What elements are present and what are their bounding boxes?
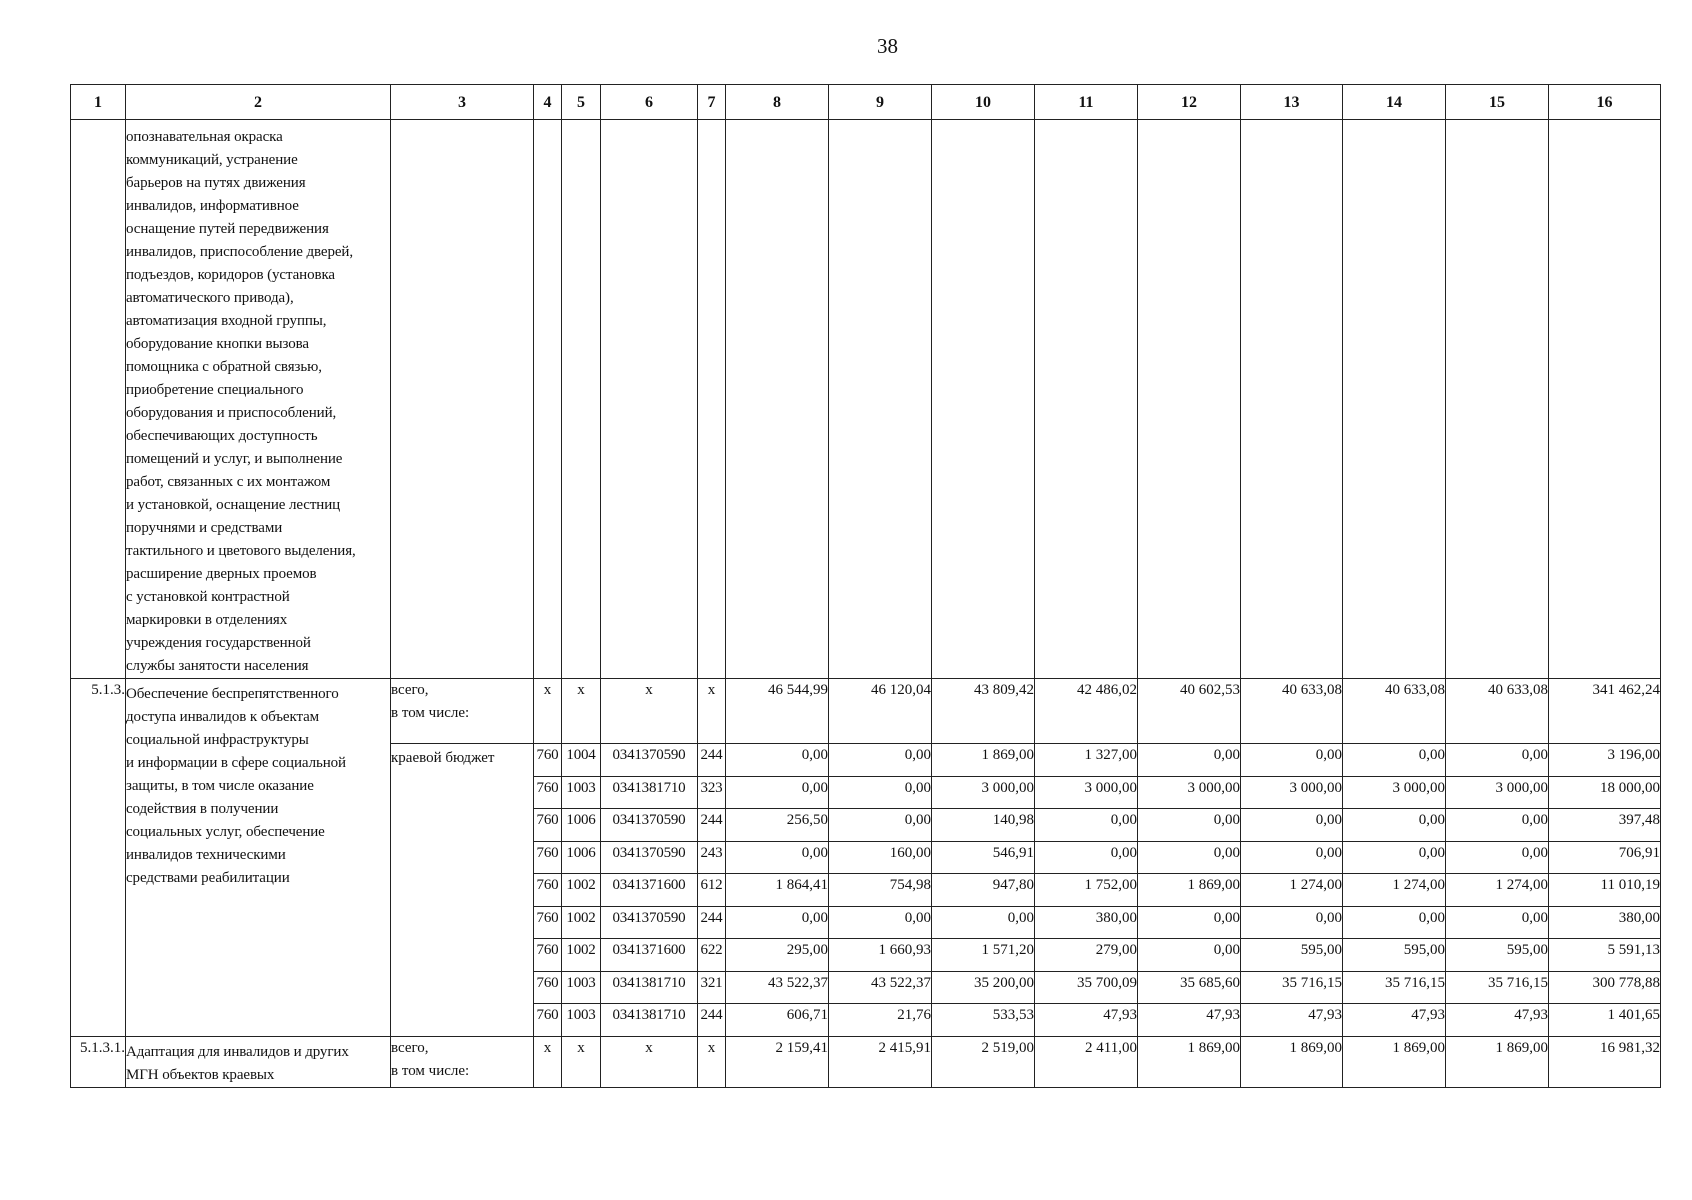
amount-value: 380,00 (1035, 906, 1138, 939)
text-line: и информации в сфере социальной (126, 755, 346, 771)
column-header-12: 12 (1138, 85, 1241, 120)
text-line: инвалидов, приспособление дверей, (126, 244, 354, 260)
amount-value: 3 000,00 (1241, 776, 1343, 809)
code-section: 1006 (562, 809, 601, 842)
amount-value: 35 685,60 (1138, 971, 1241, 1004)
amount-value: 595,00 (1241, 939, 1343, 972)
text-line: маркировки в отделениях (126, 612, 288, 628)
code-target: 0341371600 (601, 939, 698, 972)
text-line: помещений и услуг, и выполнение (126, 451, 343, 467)
cell-empty (1138, 120, 1241, 679)
amount-value: 11 010,19 (1549, 874, 1661, 907)
amount-value: 35 200,00 (932, 971, 1035, 1004)
cell-empty (1343, 120, 1446, 679)
measure-name (126, 679, 391, 1037)
amount-value: 47,93 (1343, 1004, 1446, 1037)
column-header-8: 8 (726, 85, 829, 120)
code-c6: x (601, 679, 698, 744)
code-target: 0341381710 (601, 1004, 698, 1037)
amount-value: 0,00 (1035, 841, 1138, 874)
budget-table (70, 84, 1661, 1088)
total-value: 46 120,04 (829, 679, 932, 744)
text-line: тактильного и цветового выделения, (126, 543, 356, 559)
code-ministry: 760 (534, 809, 562, 842)
amount-value: 0,00 (726, 906, 829, 939)
cell-empty (829, 120, 932, 679)
code-ministry: 760 (534, 776, 562, 809)
total-value: 46 544,99 (726, 679, 829, 744)
amount-value: 1 401,65 (1549, 1004, 1661, 1037)
amount-value: 21,76 (829, 1004, 932, 1037)
total-label (391, 679, 534, 744)
code-c5: x (562, 1036, 601, 1087)
measure-index: 5.1.3.1. (71, 1036, 126, 1087)
cell-empty (391, 120, 534, 679)
amount-value: 0,00 (1138, 744, 1241, 777)
amount-value: 43 522,37 (829, 971, 932, 1004)
amount-value: 546,91 (932, 841, 1035, 874)
code-expense-type: 622 (698, 939, 726, 972)
text-line: подъездов, коридоров (установка (126, 267, 335, 283)
amount-value: 0,00 (1343, 841, 1446, 874)
column-header-9: 9 (829, 85, 932, 120)
code-section: 1002 (562, 906, 601, 939)
amount-value: 35 716,15 (1241, 971, 1343, 1004)
total-value: 1 869,00 (1446, 1036, 1549, 1087)
code-expense-type: 612 (698, 874, 726, 907)
code-c7: x (698, 679, 726, 744)
amount-value: 43 522,37 (726, 971, 829, 1004)
cell-empty (1035, 120, 1138, 679)
total-value: 40 633,08 (1446, 679, 1549, 744)
amount-value: 160,00 (829, 841, 932, 874)
code-expense-type: 323 (698, 776, 726, 809)
code-ministry: 760 (534, 874, 562, 907)
amount-value: 1 869,00 (1138, 874, 1241, 907)
text-line: в том числе: (391, 705, 470, 721)
column-header-10: 10 (932, 85, 1035, 120)
amount-value: 0,00 (932, 906, 1035, 939)
sub-measure-name (126, 1036, 391, 1087)
text-line: социальной инфраструктуры (126, 732, 309, 748)
amount-value: 0,00 (1446, 906, 1549, 939)
code-section: 1003 (562, 776, 601, 809)
continuation-description (126, 120, 391, 679)
amount-value: 300 778,88 (1549, 971, 1661, 1004)
amount-value: 0,00 (829, 809, 932, 842)
code-ministry: 760 (534, 1004, 562, 1037)
amount-value: 0,00 (829, 906, 932, 939)
text-line: оборудования и приспособлений, (126, 405, 337, 421)
measure-index: 5.1.3. (71, 679, 126, 1037)
amount-value: 3 196,00 (1549, 744, 1661, 777)
amount-value: 256,50 (726, 809, 829, 842)
cell-empty (726, 120, 829, 679)
column-header-2: 2 (126, 85, 391, 120)
amount-value: 0,00 (1241, 841, 1343, 874)
total-value: 2 519,00 (932, 1036, 1035, 1087)
total-value: 40 633,08 (1343, 679, 1446, 744)
text-line: опознавательная окраска (126, 129, 283, 145)
total-value: 2 415,91 (829, 1036, 932, 1087)
code-target: 0341371600 (601, 874, 698, 907)
code-ministry: 760 (534, 744, 562, 777)
text-line: работ, связанных с их монтажом (126, 474, 331, 490)
code-section: 1003 (562, 971, 601, 1004)
amount-value: 0,00 (1138, 906, 1241, 939)
amount-value: 35 716,15 (1343, 971, 1446, 1004)
text-line: всего, (391, 1039, 429, 1056)
amount-value: 279,00 (1035, 939, 1138, 972)
amount-value: 0,00 (829, 744, 932, 777)
amount-value: 0,00 (726, 841, 829, 874)
text-line: коммуникаций, устранение (126, 152, 298, 168)
code-target: 0341370590 (601, 809, 698, 842)
code-c6: x (601, 1036, 698, 1087)
amount-value: 1 274,00 (1446, 874, 1549, 907)
amount-value: 140,98 (932, 809, 1035, 842)
amount-value: 754,98 (829, 874, 932, 907)
amount-value: 0,00 (829, 776, 932, 809)
column-header-14: 14 (1343, 85, 1446, 120)
amount-value: 0,00 (1343, 906, 1446, 939)
cell-empty (1241, 120, 1343, 679)
code-ministry: 760 (534, 906, 562, 939)
cell-empty (1549, 120, 1661, 679)
text-line: Адаптация для инвалидов и других (126, 1043, 349, 1060)
code-c5: x (562, 679, 601, 744)
amount-value: 595,00 (1343, 939, 1446, 972)
total-value: 16 981,32 (1549, 1036, 1661, 1087)
total-value: 341 462,24 (1549, 679, 1661, 744)
text-line: помощника с обратной связью, (126, 359, 322, 375)
amount-value: 3 000,00 (932, 776, 1035, 809)
column-header-7: 7 (698, 85, 726, 120)
code-target: 0341370590 (601, 906, 698, 939)
code-target: 0341381710 (601, 776, 698, 809)
section_513-total-row (71, 679, 1661, 744)
text-line: учреждения государственной (126, 635, 311, 651)
cell-empty (698, 120, 726, 679)
funding-source: краевой бюджет (391, 744, 534, 1037)
code-expense-type: 243 (698, 841, 726, 874)
amount-value: 0,00 (1343, 809, 1446, 842)
amount-value: 3 000,00 (1138, 776, 1241, 809)
code-section: 1002 (562, 939, 601, 972)
text-line: Обеспечение беспрепятственного (126, 686, 339, 702)
cell-index-empty (71, 120, 126, 679)
amount-value: 0,00 (1241, 906, 1343, 939)
code-expense-type: 244 (698, 809, 726, 842)
total-value: 2 159,41 (726, 1036, 829, 1087)
total-value: 42 486,02 (1035, 679, 1138, 744)
code-expense-type: 244 (698, 1004, 726, 1037)
text-line: инвалидов, информативное (126, 198, 299, 214)
amount-value: 1 752,00 (1035, 874, 1138, 907)
total-value: 1 869,00 (1241, 1036, 1343, 1087)
column-header-6: 6 (601, 85, 698, 120)
code-expense-type: 244 (698, 744, 726, 777)
cell-empty (932, 120, 1035, 679)
text-line: автоматизация входной группы, (126, 313, 327, 329)
amount-value: 295,00 (726, 939, 829, 972)
total-value: 40 602,53 (1138, 679, 1241, 744)
text-line: обеспечивающих доступность (126, 428, 318, 444)
text-line: МГН объектов краевых (126, 1066, 275, 1083)
code-section: 1003 (562, 1004, 601, 1037)
amount-value: 3 000,00 (1343, 776, 1446, 809)
amount-value: 18 000,00 (1549, 776, 1661, 809)
amount-value: 35 700,09 (1035, 971, 1138, 1004)
total-value: 43 809,42 (932, 679, 1035, 744)
cell-empty (601, 120, 698, 679)
text-line: социальных услуг, обеспечение (126, 824, 325, 840)
text-line: всего, (391, 682, 429, 698)
code-c4: x (534, 1036, 562, 1087)
page-number: 38 (877, 34, 898, 58)
code-expense-type: 244 (698, 906, 726, 939)
table-body (71, 85, 1661, 1088)
text-line: оснащение путей передвижения (126, 221, 329, 237)
amount-value: 0,00 (1241, 809, 1343, 842)
cell-empty (562, 120, 601, 679)
amount-value: 947,80 (932, 874, 1035, 907)
amount-value: 1 327,00 (1035, 744, 1138, 777)
cell-empty (1446, 120, 1549, 679)
column-header-11: 11 (1035, 85, 1138, 120)
code-expense-type: 321 (698, 971, 726, 1004)
continuation-row (71, 120, 1661, 679)
text-line: и установкой, оснащение лестниц (126, 497, 341, 513)
amount-value: 397,48 (1549, 809, 1661, 842)
text-line: инвалидов техническими (126, 847, 286, 863)
code-section: 1006 (562, 841, 601, 874)
column-header-5: 5 (562, 85, 601, 120)
code-section: 1004 (562, 744, 601, 777)
amount-value: 1 660,93 (829, 939, 932, 972)
amount-value: 1 869,00 (932, 744, 1035, 777)
total-value: 1 869,00 (1138, 1036, 1241, 1087)
amount-value: 0,00 (726, 744, 829, 777)
amount-value: 0,00 (1446, 841, 1549, 874)
amount-value: 0,00 (1343, 744, 1446, 777)
text-line: содействия в получении (126, 801, 279, 817)
amount-value: 47,93 (1241, 1004, 1343, 1037)
code-target: 0341370590 (601, 841, 698, 874)
amount-value: 0,00 (1138, 809, 1241, 842)
amount-value: 3 000,00 (1446, 776, 1549, 809)
text-line: доступа инвалидов к объектам (126, 709, 320, 725)
amount-value: 0,00 (1035, 809, 1138, 842)
code-ministry: 760 (534, 939, 562, 972)
amount-value: 0,00 (1138, 841, 1241, 874)
header-row (71, 85, 1661, 120)
amount-value: 3 000,00 (1035, 776, 1138, 809)
text-line: поручнями и средствами (126, 520, 283, 536)
amount-value: 1 864,41 (726, 874, 829, 907)
column-header-4: 4 (534, 85, 562, 120)
amount-value: 47,93 (1138, 1004, 1241, 1037)
text-line: средствами реабилитации (126, 870, 290, 886)
amount-value: 0,00 (1241, 744, 1343, 777)
amount-value: 533,53 (932, 1004, 1035, 1037)
column-header-16: 16 (1549, 85, 1661, 120)
total-label (391, 1036, 534, 1087)
cell-empty (534, 120, 562, 679)
amount-value: 606,71 (726, 1004, 829, 1037)
amount-value: 5 591,13 (1549, 939, 1661, 972)
text-line: защиты, в том числе оказание (126, 778, 314, 794)
text-line: службы занятости населения (126, 658, 309, 674)
section_5131-total-row (71, 1036, 1661, 1087)
total-value: 40 633,08 (1241, 679, 1343, 744)
total-value: 1 869,00 (1343, 1036, 1446, 1087)
column-header-3: 3 (391, 85, 534, 120)
amount-value: 0,00 (1446, 809, 1549, 842)
text-line: в том числе: (391, 1062, 470, 1079)
text-line: автоматического привода), (126, 290, 294, 306)
column-header-1: 1 (71, 85, 126, 120)
amount-value: 0,00 (1446, 744, 1549, 777)
amount-value: 1 571,20 (932, 939, 1035, 972)
text-line: барьеров на путях движения (126, 175, 306, 191)
amount-value: 380,00 (1549, 906, 1661, 939)
total-value: 2 411,00 (1035, 1036, 1138, 1087)
code-target: 0341381710 (601, 971, 698, 1004)
amount-value: 706,91 (1549, 841, 1661, 874)
amount-value: 1 274,00 (1343, 874, 1446, 907)
amount-value: 1 274,00 (1241, 874, 1343, 907)
text-line: оборудование кнопки вызова (126, 336, 309, 352)
text-line: расширение дверных проемов (126, 566, 317, 582)
amount-value: 0,00 (1138, 939, 1241, 972)
code-section: 1002 (562, 874, 601, 907)
amount-value: 35 716,15 (1446, 971, 1549, 1004)
text-line: с установкой контрастной (126, 589, 290, 605)
code-c7: x (698, 1036, 726, 1087)
text-line: приобретение специального (126, 382, 304, 398)
amount-value: 47,93 (1446, 1004, 1549, 1037)
amount-value: 595,00 (1446, 939, 1549, 972)
code-c4: x (534, 679, 562, 744)
column-header-13: 13 (1241, 85, 1343, 120)
amount-value: 0,00 (726, 776, 829, 809)
code-ministry: 760 (534, 841, 562, 874)
code-target: 0341370590 (601, 744, 698, 777)
code-ministry: 760 (534, 971, 562, 1004)
amount-value: 47,93 (1035, 1004, 1138, 1037)
column-header-15: 15 (1446, 85, 1549, 120)
